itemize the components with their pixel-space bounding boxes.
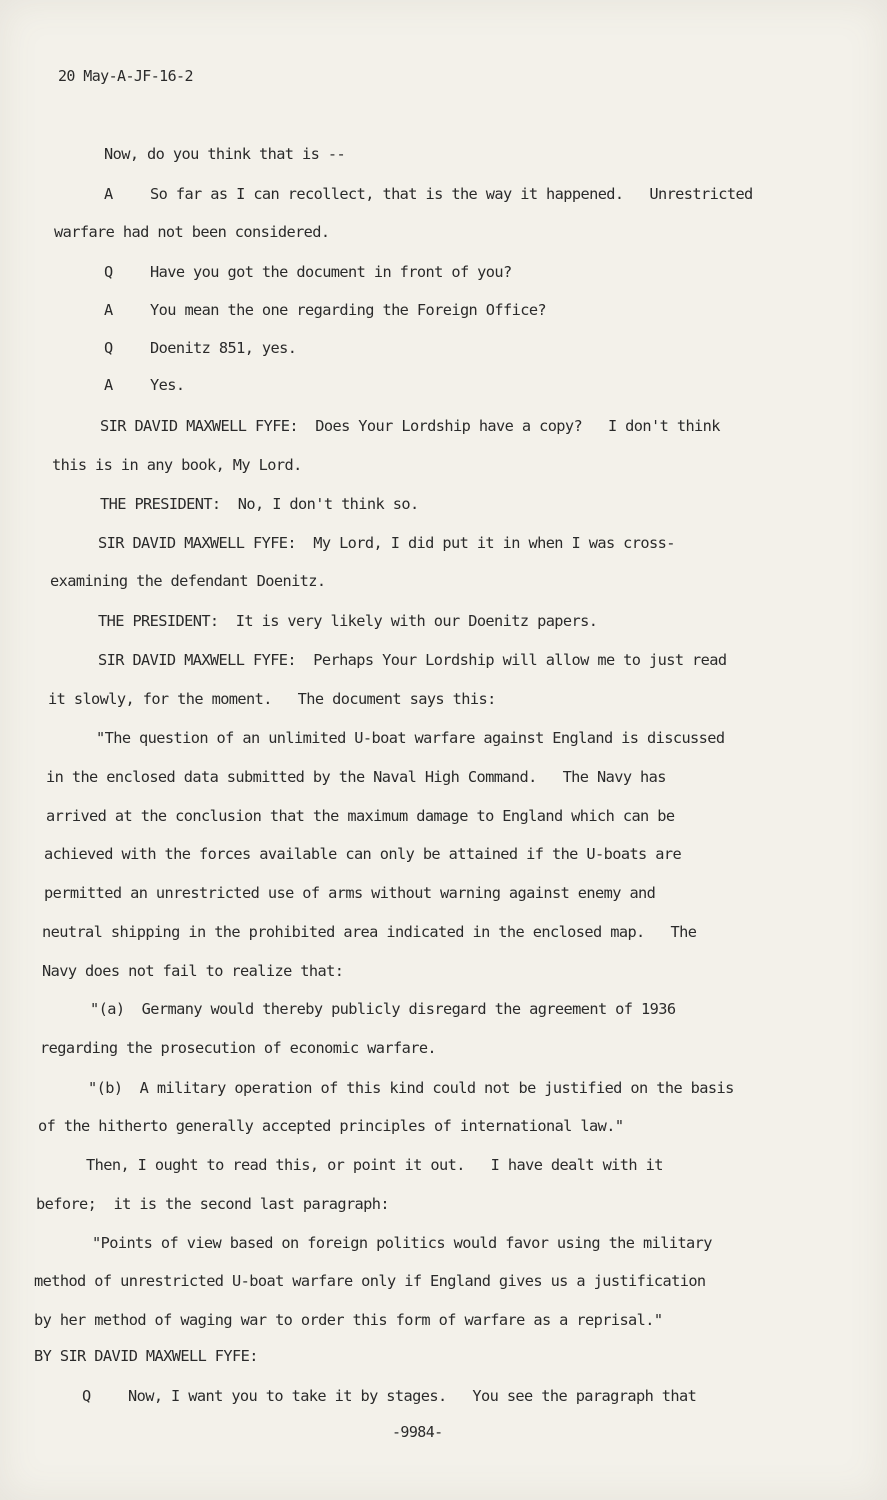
text-line: Have you got the document in front of you? [150, 263, 512, 281]
document-reference: 20 May-A-JF-16-2 [58, 67, 193, 85]
quoted-line: achieved with the forces available can only be attained if the U-boats are [44, 845, 682, 863]
speaker-label: A [104, 376, 113, 394]
answer-line [104, 184, 753, 204]
quoted-line: neutral shipping in the prohibited area indicated in the enclosed map. The [42, 923, 697, 941]
speaker-label: A [104, 301, 113, 319]
quoted-line: arrived at the conclusion that the maximum damage to England which can be [46, 807, 675, 825]
question-line [104, 338, 296, 358]
text-line: SIR DAVID MAXWELL FYFE: Does Your Lordship have a copy? I don't think [100, 417, 720, 435]
speaker-label: A [104, 185, 113, 203]
speaker-label: Q [104, 339, 113, 357]
speaker-label: Q [104, 263, 113, 281]
quoted-line: "Points of view based on foreign politics would favor using the military [92, 1234, 712, 1252]
quoted-line: method of unrestricted U-boat warfare only if England gives us a justification [34, 1272, 706, 1290]
quoted-line: Navy does not fail to realize that: [42, 962, 344, 980]
speaker-label: Q [82, 1387, 91, 1405]
text-line: SIR DAVID MAXWELL FYFE: My Lord, I did put it in when I was cross- [98, 534, 675, 552]
page-number: -9984- [392, 1423, 443, 1441]
text-line: THE PRESIDENT: No, I don't think so. [100, 495, 419, 513]
question-line [104, 262, 512, 282]
quoted-line: "The question of an unlimited U-boat warfare against England is discussed [96, 729, 725, 747]
text-line: So far as I can recollect, that is the way it happened. Unrestricted [150, 185, 753, 203]
text-line: examining the defendant Doenitz. [50, 572, 326, 590]
text-line: You mean the one regarding the Foreign Office? [150, 301, 547, 319]
quoted-line: "(a) Germany would thereby publicly disregard the agreement of 1936 [90, 1000, 676, 1018]
text-line: SIR DAVID MAXWELL FYFE: Perhaps Your Lordship will allow me to just read [98, 651, 727, 669]
quoted-line: of the hitherto generally accepted principles of international law." [38, 1117, 624, 1135]
answer-line [104, 300, 546, 320]
text-line: Then, I ought to read this, or point it out. I have dealt with it [86, 1156, 663, 1174]
text-line: warfare had not been considered. [54, 223, 330, 241]
text-line: Now, do you think that is -- [104, 145, 346, 163]
quoted-line: in the enclosed data submitted by the Naval High Command. The Navy has [46, 768, 666, 786]
examiner-heading: BY SIR DAVID MAXWELL FYFE: [34, 1347, 258, 1365]
text-line: Doenitz 851, yes. [150, 339, 297, 357]
text-line: before; it is the second last paragraph: [36, 1195, 389, 1213]
text-line: Now, I want you to take it by stages. You see the paragraph that [128, 1387, 697, 1405]
quoted-line: "(b) A military operation of this kind could not be justified on the basis [88, 1079, 734, 1097]
text-line: it slowly, for the moment. The document says this: [48, 690, 496, 708]
text-line: this is in any book, My Lord. [52, 456, 302, 474]
text-line: THE PRESIDENT: It is very likely with our Doenitz papers. [98, 612, 598, 630]
quoted-line: regarding the prosecution of economic warfare. [40, 1039, 437, 1057]
text-line: Yes. [150, 376, 185, 394]
answer-line [104, 375, 184, 395]
quoted-line: permitted an unrestricted use of arms without warning against enemy and [44, 884, 656, 902]
quoted-line: by her method of waging war to order this form of warfare as a reprisal." [34, 1311, 663, 1329]
question-line [82, 1386, 696, 1406]
